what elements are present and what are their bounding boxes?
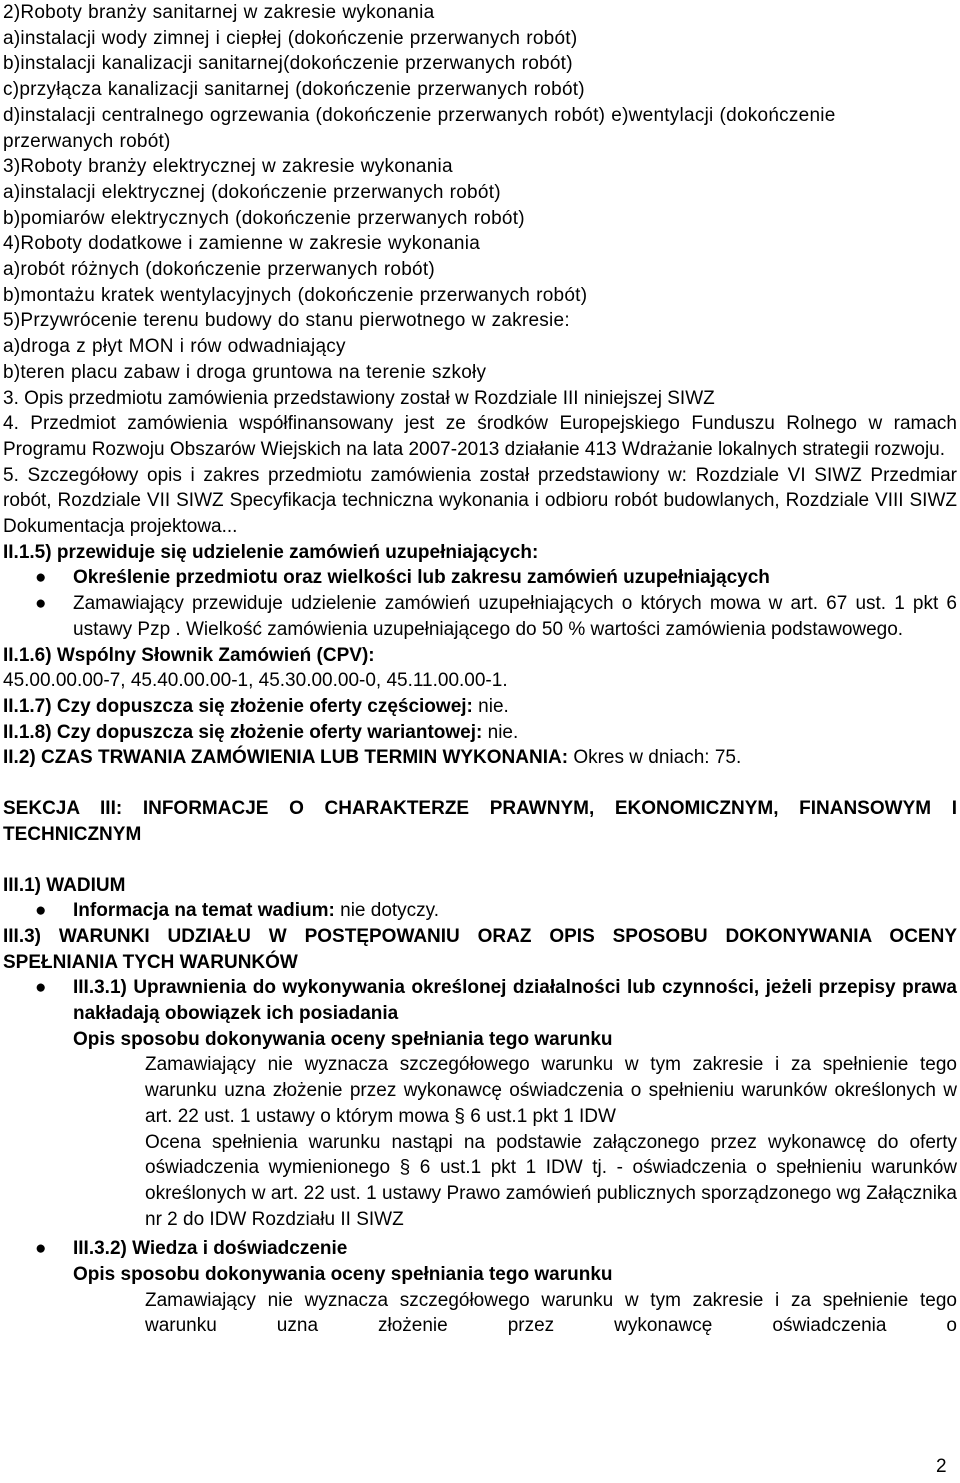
bullet-2-text: Zamawiający przewiduje udzielenie zamówień uzupełniających o których mowa w art. 67 ust. 1 pkt 6 ustawy Pzp . Wielkość zamówienia uzupełniającego do 50 % wartości zamówienia podstawowego. — [73, 593, 957, 640]
wadium-label: Informacja na temat wadium: — [73, 900, 335, 922]
line-8: b)pomiarów elektrycznych (dokończenie przerwanych robót) — [3, 207, 525, 229]
line-12: 5)Przywrócenie terenu budowy do stanu pierwotnego w zakresie: — [3, 310, 570, 332]
line-1: a)instalacji wody zimnej i ciepłej (dokończenie przerwanych robót) — [3, 27, 578, 49]
paragraph-4: 4. Przedmiot zamówienia współfinansowany jest ze środków Europejskiego Funduszu Rolnego w ramach Programu Rozwoju Obszarów Wiejskich na lata 2007-2013 działanie 413 Wdrażanie lokalnych strategii rozwoju. — [3, 413, 957, 460]
page-number: 2 — [936, 1456, 947, 1477]
line-4: d)instalacji centralnego ogrzewania (dokończenie przerwanych robót) e)wentylacji (dokończenie — [3, 104, 836, 126]
line-9: 4)Roboty dodatkowe i zamienne w zakresie wykonania — [3, 233, 481, 255]
section-ii-2: II.2) CZAS TRWANIA ZAMÓWIENIA LUB TERMIN WYKONANIA: Okres w dniach: 75. — [3, 747, 742, 769]
bullet-item — [3, 591, 957, 642]
section-ii-1-5-heading: II.1.5) przewiduje się udzielenie zamówień uzupełniających: — [3, 541, 539, 563]
iii-3-2-text: Zamawiający nie wyznacza szczegółowego warunku w tym zakresie i za spełnienie tego warunku uzna złożenie przez wykonawcę oświadczenia o — [145, 1289, 957, 1337]
line-7: a)instalacji elektrycznej (dokończenie przerwanych robót) — [3, 181, 501, 203]
bullet-item — [3, 975, 957, 1052]
bullet-icon: ● — [35, 1238, 47, 1260]
works-list — [3, 0, 957, 386]
bullet-1-text: Określenie przedmiotu oraz wielkości lub zakresu zamówień uzupełniających — [73, 567, 770, 589]
line-3: c)przyłącza kanalizacji sanitarnej (dokończenie przerwanych robót) — [3, 79, 585, 101]
section-iii-1-heading: III.1) WADIUM — [3, 874, 126, 896]
bullet-item — [3, 1236, 957, 1287]
iii-3-1-text-1: Zamawiający nie wyznacza szczegółowego warunku w tym zakresie i za spełnienie tego warunku uzna złożenie przez wykonawcę oświadczenia o spełnieniu warunków określonych w art. 22 ust. 1 ustawy o którym mowa § 6 ust.1 pkt 1 IDW — [145, 1054, 957, 1127]
section-ii-1-8: II.1.8) Czy dopuszcza się złożenie oferty wariantowej: nie. — [3, 721, 519, 743]
bullet-item — [3, 565, 957, 591]
line-5: przerwanych robót) — [3, 130, 171, 152]
bullet-icon: ● — [35, 593, 47, 615]
opis-sposobu-heading: Opis sposobu dokonywania oceny spełniania tego warunku — [73, 1028, 613, 1050]
iii-3-2-details — [3, 1288, 957, 1339]
section-iii-3-1-heading: III.3.1) Uprawnienia do wykonywania określonej działalności lub czynności, jeżeli przepisy prawa nakładają obowiązek ich posiadania — [73, 977, 957, 1025]
section-ii-1-6-heading: II.1.6) Wspólny Słownik Zamówień (CPV): — [3, 644, 375, 666]
line-11: b)montażu kratek wentylacyjnych (dokończenie przerwanych robót) — [3, 284, 588, 306]
line-10: a)robót różnych (dokończenie przerwanych robót) — [3, 259, 435, 281]
iii-3-1-text-2: Ocena spełnienia warunku nastąpi na podstawie załączonego przez wykonawcę do oferty oświadczenia wymienionego § 6 ust.1 pkt 1 IDW tj. - oświadczenia o spełnieniu warunków określonych w art. 22 ust. 1 ustawy Prawo zamówień publicznych sporządzonego wg Załącznika nr 2 do IDW Rozdziału II SIWZ — [145, 1131, 957, 1230]
paragraph-3: 3. Opis przedmiotu zamówienia przedstawiony został w Rozdziale III niniejszej SIWZ — [3, 387, 715, 409]
line-14: b)teren placu zabaw i droga gruntowa na terenie szkoły — [3, 361, 487, 383]
line-6: 3)Roboty branży elektrycznej w zakresie wykonania — [3, 156, 453, 178]
bullet-icon: ● — [35, 567, 47, 589]
line-2: b)instalacji kanalizacji sanitarnej(dokończenie przerwanych robót) — [3, 53, 573, 75]
opis-sposobu-heading-2: Opis sposobu dokonywania oceny spełniania tego warunku — [73, 1264, 613, 1286]
wadium-value: nie dotyczy. — [334, 900, 440, 922]
bullet-item — [3, 898, 957, 924]
bullet-icon: ● — [35, 977, 47, 999]
iii-3-1-details — [3, 1052, 957, 1232]
section-iii-3-heading: III.3) WARUNKI UDZIAŁU W POSTĘPOWANIU ORAZ OPIS SPOSOBU DOKONYWANIA OCENY SPEŁNIANIA TYCH WARUNKÓW — [3, 925, 957, 973]
bullet-icon: ● — [35, 900, 47, 922]
section-iii-title: SEKCJA III: INFORMACJE O CHARAKTERZE PRAWNYM, EKONOMICZNYM, FINANSOWYM I TECHNICZNYM — [3, 798, 957, 845]
paragraph-5: 5. Szczegółowy opis i zakres przedmiotu zamówienia został przedstawiony w: Rozdziale VI SIWZ Przedmiar robót, Rozdziale VII SIWZ Specyfikacja techniczna wykonania i odbioru robót budowlanych, Rozdziale VIII SIWZ Dokumentacja projektowa... — [3, 464, 957, 538]
section-iii-3-2-heading: III.3.2) Wiedza i doświadczenie — [73, 1238, 348, 1260]
line-0: 2)Roboty branży sanitarnej w zakresie wykonania — [3, 2, 435, 23]
cpv-codes: 45.00.00.00-7, 45.40.00.00-1, 45.30.00.00-0, 45.11.00.00-1. — [3, 670, 508, 692]
section-ii-1-7: II.1.7) Czy dopuszcza się złożenie oferty częściowej: nie. — [3, 695, 509, 717]
line-13: a)droga z płyt MON i rów odwadniający — [3, 336, 346, 358]
